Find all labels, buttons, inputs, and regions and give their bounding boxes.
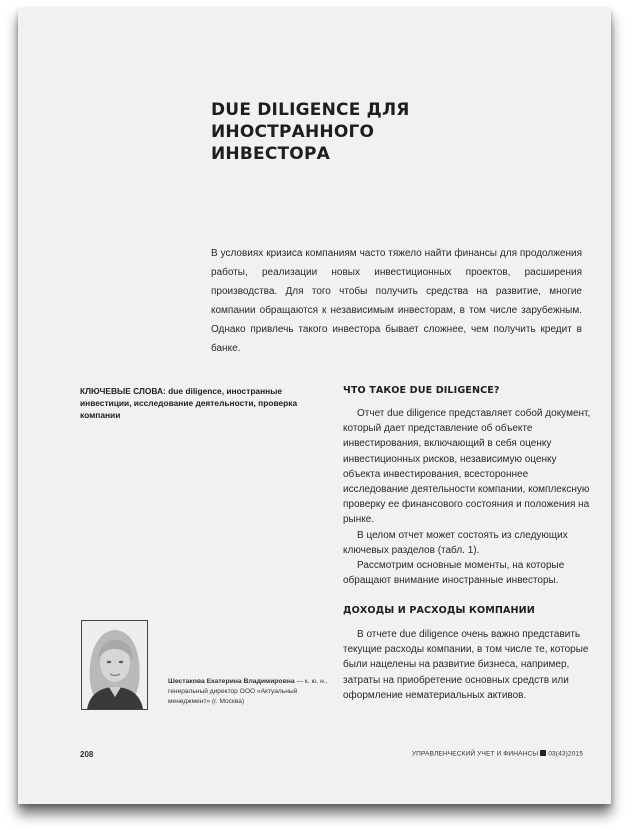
article-lead: В условиях кризиса компаниям часто тяжело найти финансы для продолжения работы, реализации новых инвестиционных проектов, расширения производства. Для того чтобы получить средства на развитие, многие компании обращаются к независимым инвесторам, в том числе зарубежным. Однако привлечь такого инвестора бывает сложнее, чем получить кредит в банке.	[211, 248, 582, 354]
article-title-line-2: ИНВЕСТОРА	[211, 144, 330, 164]
footer-journal	[412, 750, 583, 758]
paragraph: Рассмотрим основные моменты, на которые обращают внимание иностранные инвесторы.	[343, 560, 565, 587]
section-heading-income-expenses: ДОХОДЫ И РАСХОДЫ КОМПАНИИ	[343, 605, 535, 616]
article-title-line-1: DUE DILIGENCE ДЛЯ ИНОСТРАННОГО	[211, 100, 410, 142]
author-name: Шестакова Екатерина Владимировна	[168, 678, 295, 685]
author-info	[168, 677, 336, 707]
keywords-block	[80, 385, 330, 421]
page-number: 208	[80, 750, 94, 759]
author-photo	[81, 620, 148, 710]
journal-issue: 03(43)2015	[548, 750, 583, 758]
author-details: — к. ю. н., генеральный директор ООО «Актуальный менеджмент» (г. Москва)	[168, 678, 328, 705]
keywords-text: due diligence, иностранные инвестиции, исследование деятельности, проверка компании	[80, 386, 298, 420]
section-heading-what-is-due-diligence: ЧТО ТАКОЕ DUE DILIGENCE?	[343, 385, 500, 396]
section-body-what-is-due-diligence	[343, 406, 593, 588]
paragraph: В отчете due diligence очень важно представить текущие расходы компании, в том числе те, которые были нацелены на развитие бизнеса, например, затраты на приобретение основных средств или оформление нематериальных активов.	[343, 629, 589, 701]
paragraph: Отчет due diligence представляет собой документ, который дает представление об объекте инвестирования, включающий в себя оценку инвестиционных рисков, независимую оценку объекта инвестирования, всестороннее исследование деятельности компании, комплексную проверку ее финансового состояния и положения на рынке.	[343, 408, 591, 526]
journal-page	[18, 8, 611, 804]
square-bullet-icon	[540, 750, 546, 756]
keywords-label: КЛЮЧЕВЫЕ СЛОВА:	[80, 386, 166, 396]
paragraph: В целом отчет может состоять из следующих ключевых разделов (табл. 1).	[343, 529, 568, 556]
author-portrait-icon	[82, 621, 147, 709]
section-body-income-expenses	[343, 627, 593, 703]
article-title	[211, 99, 571, 165]
journal-name: УПРАВЛЕНЧЕСКИЙ УЧЕТ И ФИНАНСЫ	[411, 750, 539, 758]
